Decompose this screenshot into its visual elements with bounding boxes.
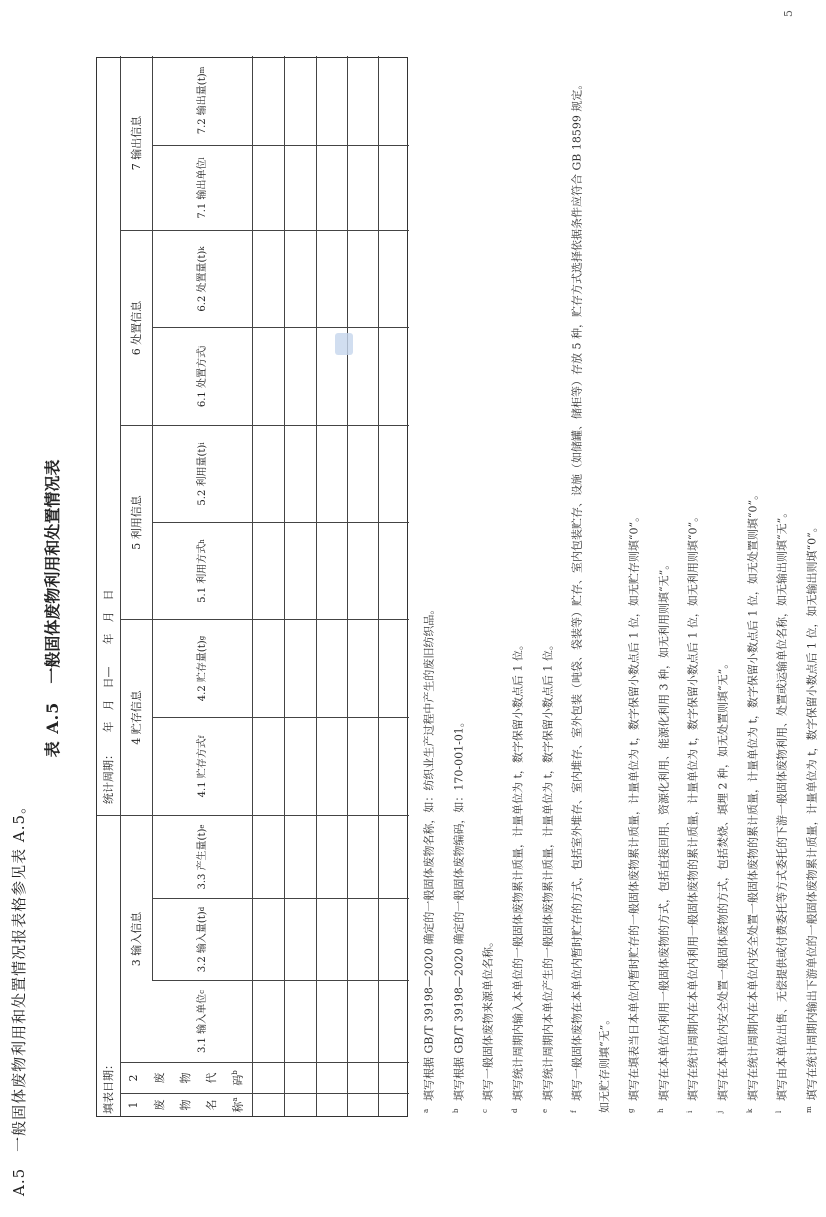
table-number: 表 A.5 xyxy=(43,701,62,758)
col-waste-name xyxy=(121,1094,251,1116)
group-use: 5 利用信息 xyxy=(129,495,143,550)
note-item: f填写一般固体废物在本单位内暂时贮存的方式，包括室外堆存、室内堆存、室外包装（吨袋、袋装等）贮存、室内包装贮存、设施（如储罐、储柜等）存放 5 种，贮存方式选择依据条件应符合 GB 18599 规定。如无贮存则填“无”。 xyxy=(570,78,611,1113)
note-item: i填写在统计周期内在本单位内利用一般固体废物的累计质量，计量单位为 t，数字保留小数点后 1 位，如无利用则填“0”。 xyxy=(686,510,700,1113)
sub-use-method: 5.1 利用方式 h xyxy=(196,539,208,603)
sub-import-unit: 3.1 输入单位 c xyxy=(196,990,208,1054)
col1-char: 名 xyxy=(204,1099,218,1111)
note-item: g填写在填表当日本单位内暂时贮存的一般固体废物累计质量，计量单位为 t，数字保留小数点后 1 位，如无贮存则填“0”。 xyxy=(626,510,641,1113)
group-export: 7 输出信息 xyxy=(129,115,143,171)
page-number: 5 xyxy=(782,10,795,17)
col1-char: 物 xyxy=(179,1099,193,1111)
col2-char: 代 xyxy=(204,1072,218,1084)
group-storage: 4 贮存信息 xyxy=(129,690,143,745)
sub-produce: 3.3 产生量(t) e xyxy=(196,824,208,890)
col2-sup: b xyxy=(230,1070,239,1075)
col2-char: 2 xyxy=(127,1074,141,1082)
note-item: h填写在本单位内利用一般固体废物的方式，包括直接回用、资源化利用、能源化利用 3 种，如无利用则填“无”。 xyxy=(656,558,671,1113)
note-item: k填写在统计周期内在本单位内安全处置一般固体废物的累计质量，计量单位为 t，数字保留小数点后 1 位，如无处置则填“0”。 xyxy=(745,488,760,1113)
sub-export-unit: 7.1 输出单位 l xyxy=(196,157,208,219)
note-item: d填写统计周期内输入本单位的一般固体废物累计质量，计量单位为 t，数字保留小数点后 1 位。 xyxy=(510,639,525,1113)
note-item: a填写根据 GB/T 39198—2020 确定的一般固体废物名称，如：纺织业生产过程中产生的废旧纺织品。 xyxy=(422,603,436,1113)
sub-use-amount: 5.2 利用量(t) i xyxy=(196,442,208,506)
fill-date-label: 填表日期： xyxy=(102,1059,116,1114)
table-notes xyxy=(413,73,826,1113)
note-item: j填写在本单位内安全处置一般固体废物的方式，包括焚烧、填埋 2 种，如无处置则填“无”。 xyxy=(715,657,730,1113)
sub-disposal-amount: 6.2 处置量(t) k xyxy=(196,246,208,312)
sub-export-amount: 7.2 输出量(t) m xyxy=(196,66,208,135)
group-import: 3 输入信息 xyxy=(129,911,143,967)
table-rule xyxy=(252,56,253,1116)
period-label: 统计周期： 年 月 日— 年 月 日 xyxy=(102,589,116,804)
table-rule xyxy=(284,56,285,1116)
group-disposal: 6 处置信息 xyxy=(129,300,143,356)
note-item: b填写根据 GB/T 39198—2020 确定的一般固体废物编码，如：170-001-01。 xyxy=(451,716,466,1113)
note-item: e填写统计周期内本单位产生的一般固体废物累计质量，计量单位为 t，数字保留小数点后 1 位。 xyxy=(540,639,555,1113)
col2-char: 码 xyxy=(231,1074,245,1086)
sub-storage-amount: 4.2 贮存量(t) g xyxy=(196,635,208,702)
col-waste-code xyxy=(121,1063,251,1093)
table-rule xyxy=(378,56,379,1116)
note-item: m填写在统计周期内输出下游单位的一般固体废物累计质量，计量单位为 t，数字保留小数点后 1 位，如无输出则填“0”。 xyxy=(804,521,819,1113)
note-item: c填写一般固体废物来源单位名称。 xyxy=(481,936,495,1113)
sub-import-amount: 3.2 输入量(t) d xyxy=(196,906,208,973)
note-item: l填写由本单位出售、无偿提供或付费委托等方式委托的下游一般固体废物利用、处置或运输单位名称，如无输出则填“无”。 xyxy=(775,506,789,1113)
col1-char: 称 xyxy=(231,1101,245,1113)
table-rule xyxy=(347,56,348,1116)
col1-sup: a xyxy=(230,1097,239,1102)
report-table xyxy=(96,57,408,1117)
table-rule xyxy=(316,56,317,1116)
table-title-text: 一般固体废物利用和处置情况表 xyxy=(43,459,62,684)
sub-disposal-method: 6.1 处置方式 j xyxy=(196,345,208,408)
watermark-stamp xyxy=(335,333,353,355)
section-text: 一般固体废物利用和处置情况报表格参见表 A.5。 xyxy=(10,797,28,1152)
table-title xyxy=(40,0,63,1217)
section-heading xyxy=(8,798,29,1196)
col1-char: 废 xyxy=(153,1099,167,1111)
col1-char: 1 xyxy=(127,1101,141,1109)
col2-char: 物 xyxy=(179,1072,193,1084)
section-number: A.5 xyxy=(10,1167,28,1196)
col2-char: 废 xyxy=(153,1072,167,1084)
sub-storage-method: 4.1 贮存方式 f xyxy=(196,735,208,798)
